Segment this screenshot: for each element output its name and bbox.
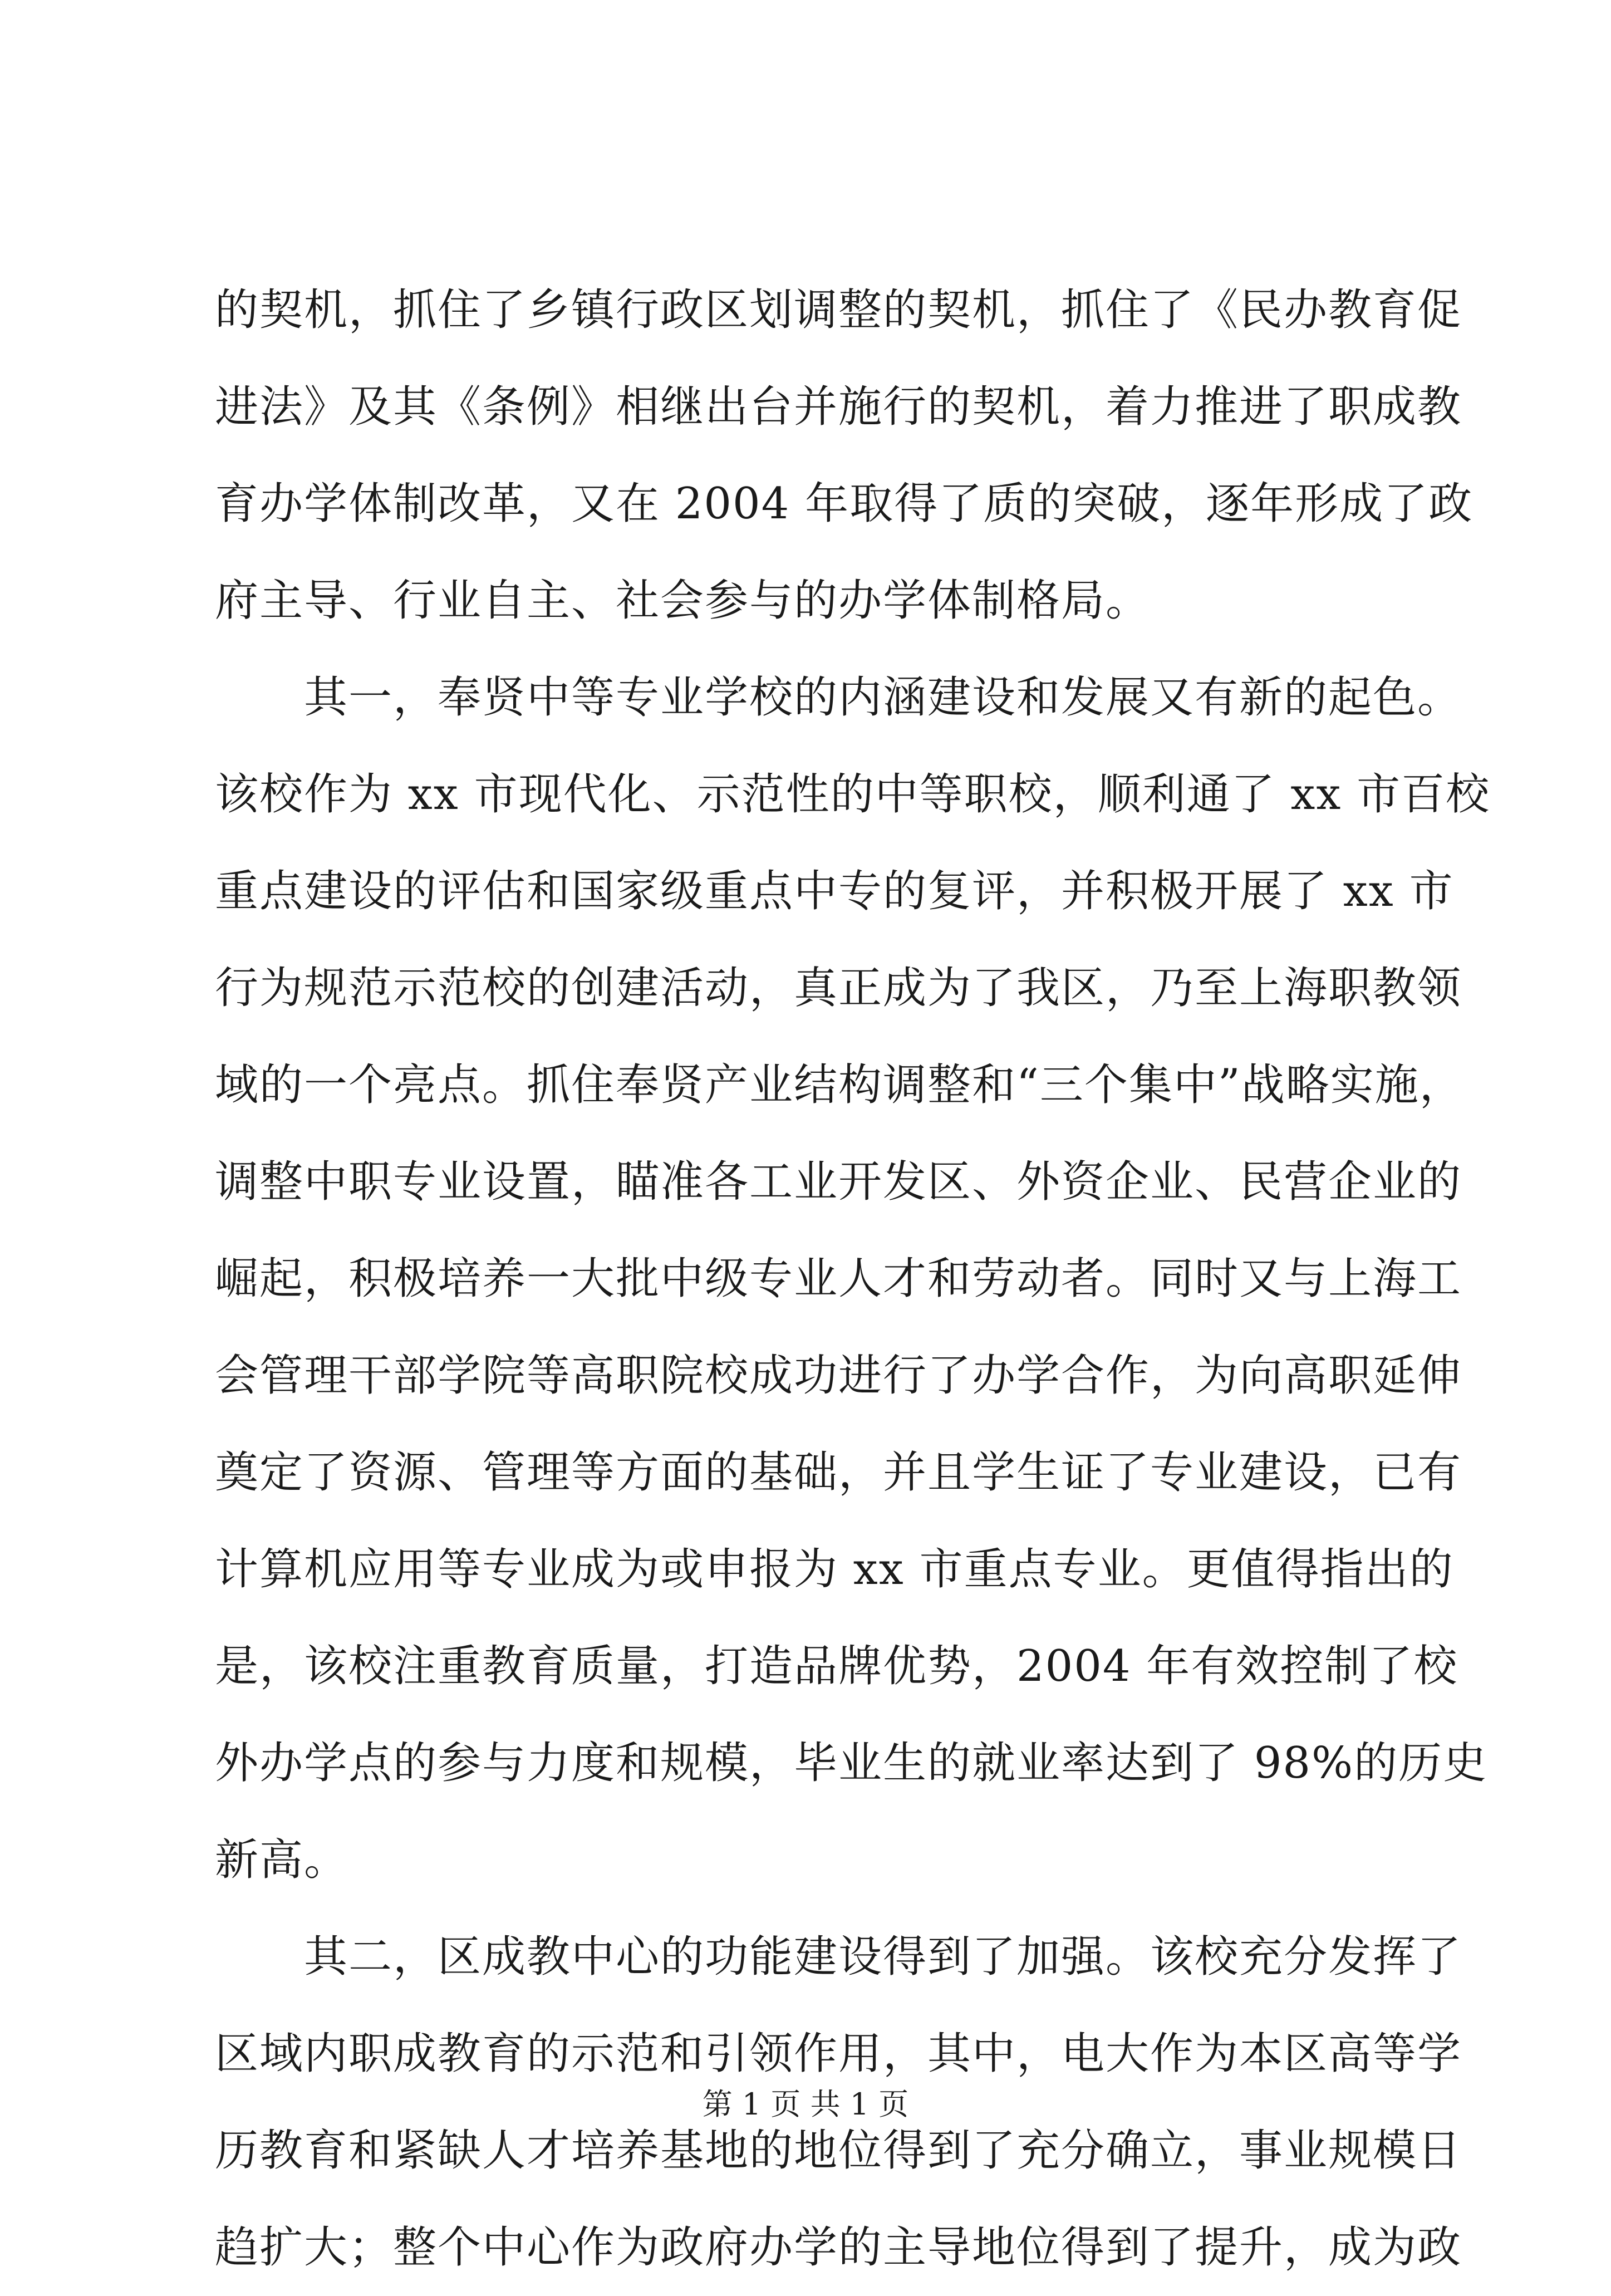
text-line: 调整中职专业设置，瞄准各工业开发区、外资企业、民营企业的	[215, 1157, 1462, 1207]
text-line: 新高。	[215, 1835, 349, 1885]
text-line: 行为规范示范校的创建活动，真正成为了我区，乃至上海职教领	[215, 963, 1462, 1013]
text-line: 府主导、行业自主、社会参与的办学体制格局。	[215, 576, 1151, 626]
text-line: 区域内职成教育的示范和引领作用，其中，电大作为本区高等学	[215, 2029, 1462, 2079]
text-line: 其二，区成教中心的功能建设得到了加强。该校充分发挥了	[215, 1932, 1462, 1982]
text-line: 其一，奉贤中等专业学校的内涵建设和发展又有新的起色。	[215, 673, 1462, 723]
text-line: 重点建设的评估和国家级重点中专的复评，并积极开展了 xx 市	[215, 866, 1454, 916]
text-line: 崛起，积极培养一大批中级专业人才和劳动者。同时又与上海工	[215, 1254, 1462, 1304]
text-line: 奠定了资源、管理等方面的基础，并且学生证了专业建设，已有	[215, 1448, 1462, 1498]
text-line: 进法》及其《条例》相继出台并施行的契机，着力推进了职成教	[215, 382, 1462, 432]
text-line: 该校作为 xx 市现代化、示范性的中等职校，顺利通了 xx 市百校	[215, 769, 1491, 820]
text-line: 历教育和紧缺人才培养基地的地位得到了充分确立，事业规模日	[215, 2126, 1462, 2176]
text-line: 育办学体制改革，又在 2004 年取得了质的突破，逐年形成了政	[215, 479, 1474, 529]
page-number: 第 1 页 共 1 页	[702, 2087, 909, 2122]
text-line: 趋扩大；整个中心作为政府办学的主导地位得到了提升，成为政	[215, 2223, 1462, 2273]
text-line: 外办学点的参与力度和规模，毕业生的就业率达到了 98%的历史	[215, 1738, 1488, 1788]
text-line: 计算机应用等专业成为或申报为 xx 市重点专业。更值得指出的	[215, 1544, 1454, 1595]
paragraph	[215, 262, 1474, 649]
body-text	[215, 262, 1491, 2296]
text-line: 域的一个亮点。抓住奉贤产业结构调整和“三个集中”战略实施，	[215, 1060, 1464, 1110]
text-line: 会管理干部学院等高职院校成功进行了办学合作，为向高职延伸	[215, 1351, 1462, 1401]
paragraph	[215, 649, 1491, 1909]
text-line: 的契机，抓住了乡镇行政区划调整的契机，抓住了《民办教育促	[215, 285, 1462, 335]
text-line: 是，该校注重教育质量，打造品牌优势，2004 年有效控制了校	[215, 1641, 1458, 1691]
